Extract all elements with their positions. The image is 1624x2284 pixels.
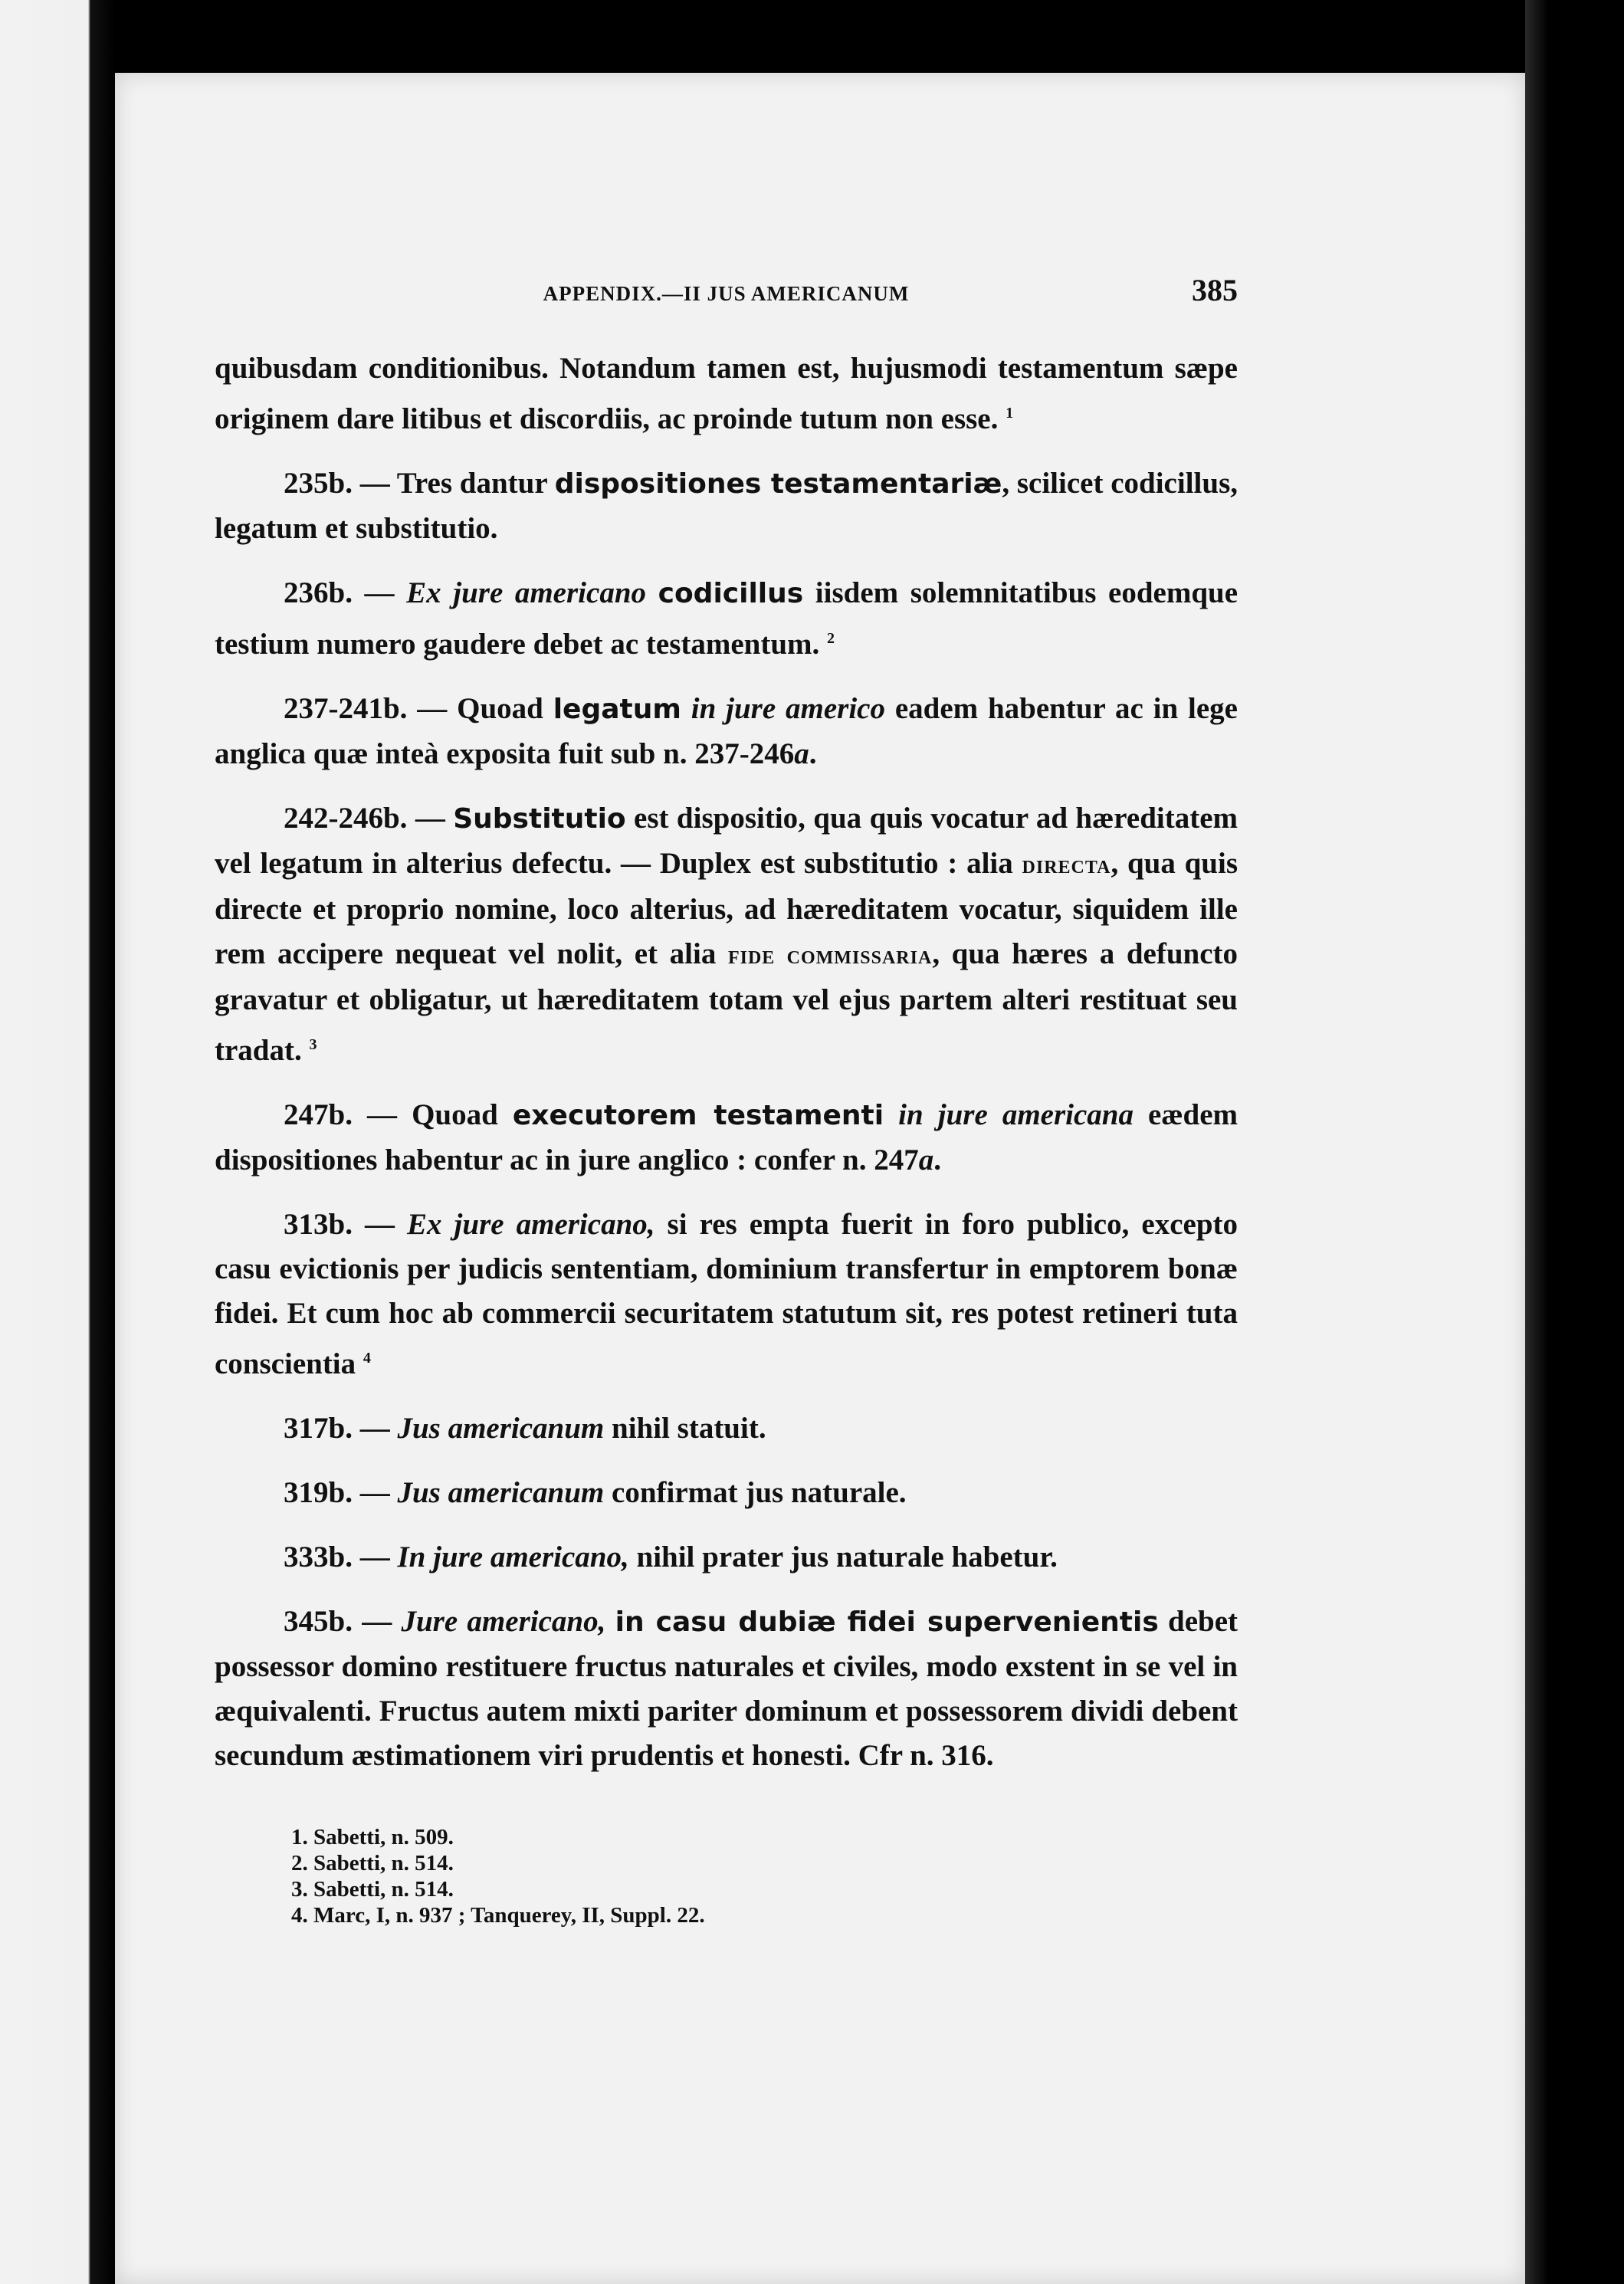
footnote-4: 4. Marc, I, n. 937 ; Tanquerey, II, Suppl. 22. [291, 1903, 705, 1928]
keyword: Substitutio [453, 803, 626, 835]
running-head [215, 272, 1238, 308]
paragraph-236b: 236b. — Ex jure americano codicillus iisdem solemnitatibus eodemque testium numero gaudere debet ac testamentum. $^2$ [215, 576, 1239, 661]
page-content [215, 272, 1238, 1928]
keyword: codicillus [658, 578, 804, 609]
footnotes [215, 1824, 1238, 1928]
paragraph-235b: 235b. — Tres dantur dispositiones testamentariæ, scilicet codicillus, legatum et substitutio. [215, 467, 1238, 545]
footnote-1: 1. Sabetti, n. 509. [291, 1825, 454, 1849]
paragraph-333b: 333b. — In jure americano, nihil prater jus naturale habetur. [284, 1541, 1058, 1574]
paragraph-319b: 319b. — Jus americanum confirmat jus naturale. [284, 1476, 907, 1509]
keyword: in casu dubiæ fidei supervenientis [615, 1606, 1159, 1638]
paragraph-247b: 247b. — Quoad executorem testamenti in jure americana eædem dispositiones habentur ac in jure anglico : confer n. 247a. [215, 1098, 1239, 1176]
footnote-ref: 2 [827, 630, 835, 647]
keyword: legatum [553, 694, 681, 725]
book-gutter-left [0, 0, 115, 2284]
scan-border-top [115, 0, 1525, 73]
paragraph-237-241b: 237-241b. — Quoad legatum in jure americo eadem habentur ac in lege anglica quæ inteà exposita fuit sub n. 237-246a. [215, 692, 1238, 770]
footnote-ref: 3 [309, 1036, 317, 1053]
footnote-ref: 4 [363, 1350, 371, 1367]
footnote-2: 2. Sabetti, n. 514. [291, 1851, 454, 1875]
paragraph-317b: 317b. — Jus americanum nihil statuit. [284, 1412, 766, 1445]
page-number: 385 [1192, 273, 1238, 307]
book-edge-right [1525, 0, 1624, 2284]
paragraph-313b: 313b. — Ex jure americano, si res empta fuerit in foro publico, excepto casu evictionis per judicis sententiam, dominium transfertur in emptorem bonæ fidei. Et cum hoc ab commercii securitatem statutum sit, res potest retineri tuta conscientia $^4$ [215, 1208, 1238, 1380]
keyword: dispositiones testamentariæ [554, 468, 1002, 500]
footnote-ref: 1 [1006, 405, 1014, 422]
paragraph-242-246b: 242-246b. — Substitutio est dispositio, qua quis vocatur ad hæreditatem vel legatum in alterius defectu. — Duplex est substitutio : alia directa, qua quis directe et proprio nomine, loco alterius, ad hæreditatem vocatur, siquidem ille rem accipere nequeat vel nolit, et alia fide commissaria, qua hæres a defuncto gravatur et obligatur, ut hæreditatem totam vel ejus partem alteri restituat seu tradat. $^3$ [215, 802, 1239, 1067]
running-head-title: APPENDIX.—II JUS AMERICANUM [543, 282, 910, 305]
paragraph-345b: 345b. — Jure americano, in casu dubiæ fidei supervenientis debet possessor domino restituere fructus naturales et civiles, modo exstent in se vel in æquivalenti. Fructus autem mixti pariter dominum et possessorem dividi debent secundum æstimationem viri prudentis et honesti. Cfr n. 316. [215, 1605, 1239, 1772]
paragraph-continuation: quibusdam conditionibus. Notandum tamen est, hujusmodi testamentum sæpe originem dare litibus et discordiis, ac proinde tutum non esse. $^1$ [215, 352, 1238, 435]
keyword: executorem testamenti [512, 1100, 884, 1131]
footnote-3: 3. Sabetti, n. 514. [291, 1877, 454, 1902]
